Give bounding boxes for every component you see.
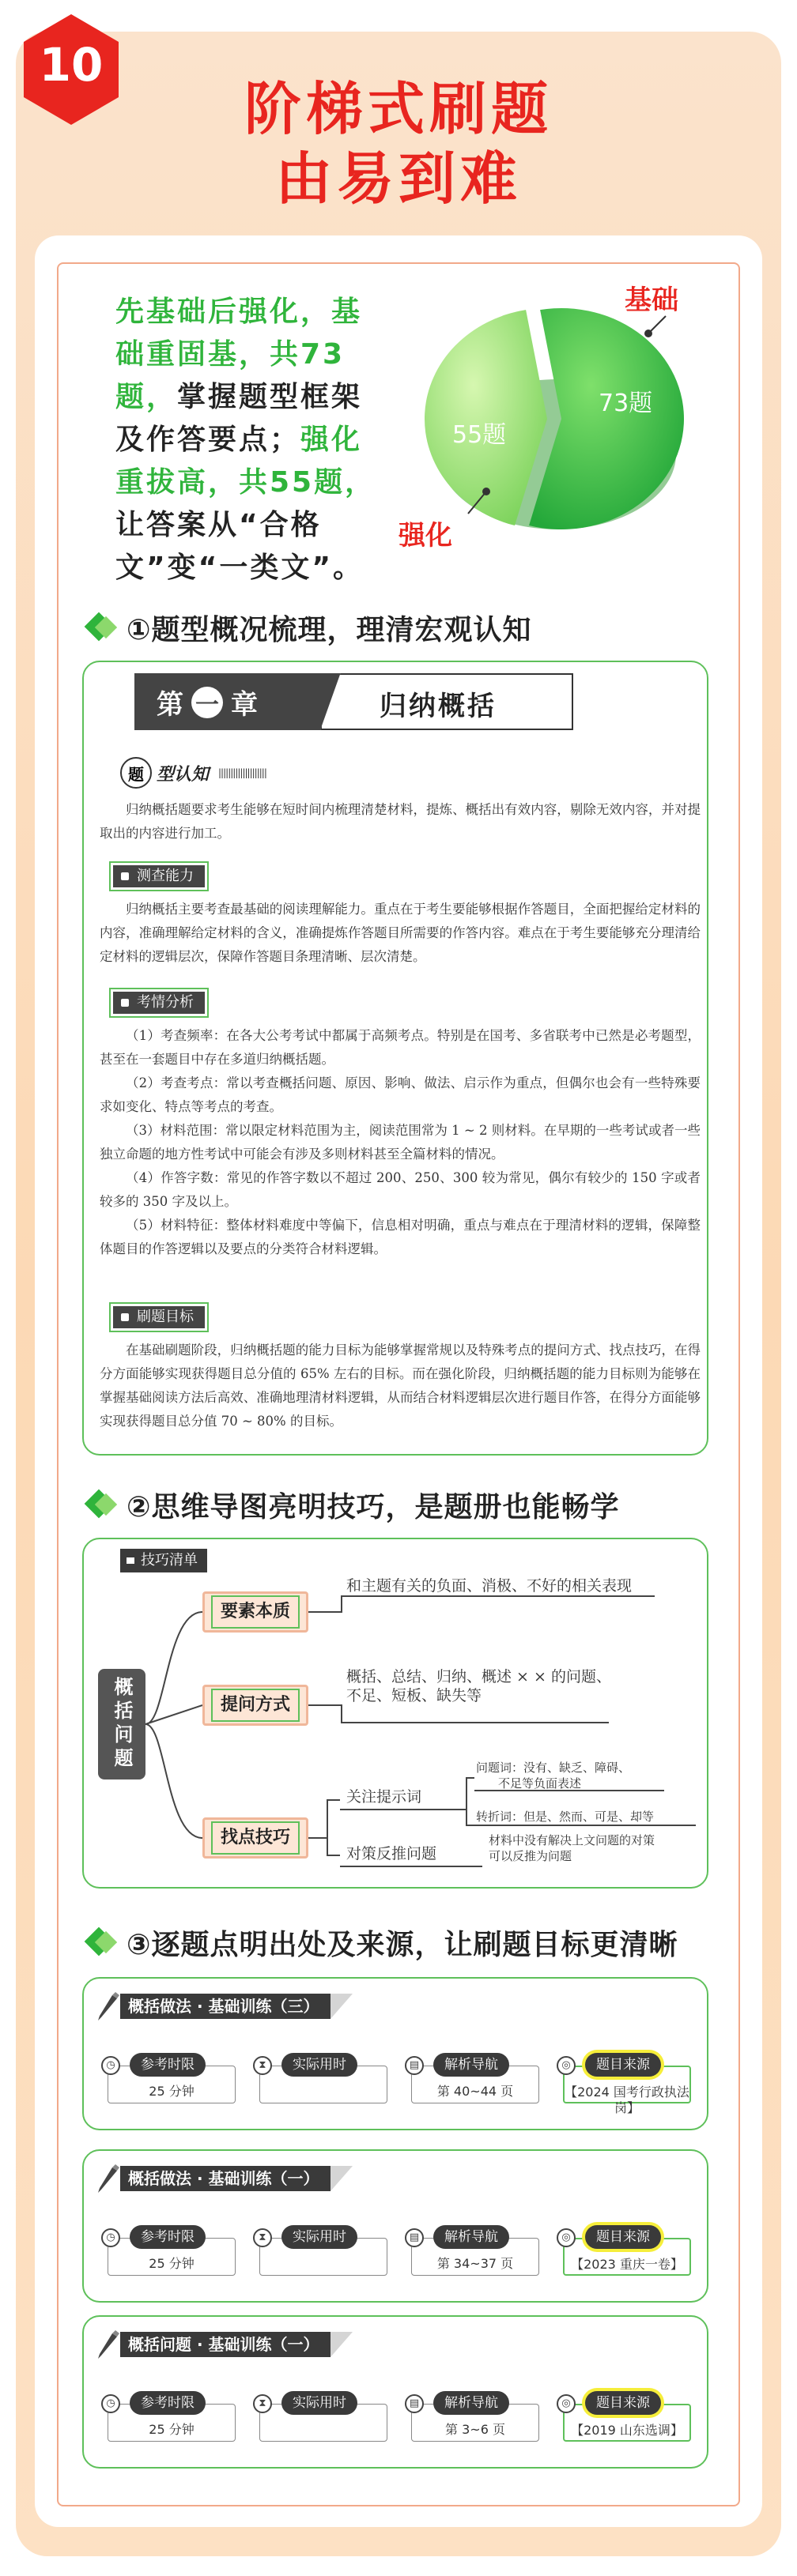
actual-time-label: 实际用时 (281, 2225, 357, 2249)
mindmap-root: 概括问题 (98, 1669, 145, 1779)
actual-time-label: 实际用时 (281, 2391, 357, 2415)
intro-part-4: 让答案从“合格文”变“一类文”。 (115, 509, 364, 584)
diamond-icon (82, 1487, 117, 1522)
ref-time-label: 参考时限 (130, 2053, 206, 2077)
ref-time-value: 25 分钟 (108, 2066, 236, 2103)
mindmap-reverse-detail-2: 可以反推为问题 (489, 1849, 572, 1863)
guide-cell (405, 2391, 539, 2442)
hourglass-icon: ⧗ (253, 2394, 272, 2413)
tag-exam-analysis: 考情分析 (109, 988, 209, 1018)
chapter-num: 一 (191, 687, 223, 718)
intro-part-3: 强化重拔高，共55题， (115, 424, 376, 499)
clock-icon: ◷ (101, 2056, 120, 2075)
section-heading-1 (82, 605, 531, 650)
diamond-icon (82, 610, 117, 645)
pie-value-base: 73题 (599, 390, 653, 417)
ref-time-label: 参考时限 (130, 2391, 206, 2415)
training-card-header (95, 1990, 353, 2023)
mindmap-node-question: 提问方式 (202, 1685, 308, 1726)
mindmap-node-essence: 要素本质 (202, 1591, 308, 1633)
hourglass-icon: ⧗ (253, 2056, 272, 2075)
pie-label-base: 基础 (625, 284, 678, 316)
question-icon: 题 (120, 757, 152, 789)
mindmap-essence-text: 和主题有关的负面、消极、不好的相关表现 (346, 1577, 633, 1595)
guide-value: 第 3~6 页 (411, 2404, 539, 2442)
diamond-icon (82, 1925, 117, 1960)
ref-time-label: 参考时限 (130, 2225, 206, 2249)
book-icon: ▤ (405, 2394, 424, 2413)
guide-value: 第 34~37 页 (411, 2238, 539, 2276)
chapter-name: 归纳概括 (380, 691, 497, 722)
source-cell (557, 2391, 691, 2442)
intro-part-2: 掌握题型框架及作答要点； (115, 381, 363, 456)
ref-time-cell (101, 2225, 236, 2276)
chapter-banner (134, 673, 577, 730)
target-icon: ◎ (557, 2394, 576, 2413)
doc-item-5: （5）材料特征：整体材料难度中等偏下，信息相对明确，重点与难点在于理清材料的逻辑，保障整体题目的作答逻辑以及要点的分类符合材料逻辑。 (100, 1218, 701, 1256)
pie-chart (411, 284, 696, 553)
actual-time-cell (253, 2391, 387, 2442)
mindmap-problem-words-2: 不足等负面表述 (498, 1776, 582, 1791)
section-heading-3 (82, 1920, 678, 1964)
book-icon: ▤ (405, 2228, 424, 2247)
doc-items (100, 1024, 701, 1261)
training-card-header (95, 2162, 353, 2195)
training-card-title: 概括做法 · 基础训练（一） (120, 2166, 331, 2191)
chapter-number (157, 683, 258, 721)
training-card (82, 1977, 708, 2130)
pie-value-strong: 55题 (452, 421, 507, 449)
book-icon: ▤ (405, 2056, 424, 2075)
mindmap-tag: 技巧清单 (120, 1549, 207, 1572)
training-card (82, 2315, 708, 2469)
page-title-line2: 由易到难 (274, 145, 522, 212)
doc-paragraph-3: 在基础刷题阶段，归纳概括题的能力目标为能够掌握常规以及特殊考点的提问方式、找点技巧，在得分方面能够实现获得题目总分值的 65% 左右的目标。而在强化阶段，归纳概括题的能力目标则为能够在掌握基础阅读方法后高效、准确地理清材料逻辑，从而结合材料逻辑层次进行题目作答，在得分方面能够实现获得题目总分值 70 ~ 80% 的目标。 (100, 1343, 701, 1429)
source-value: 【2019 山东选调】 (563, 2404, 691, 2442)
tag-ability: 测查能力 (109, 861, 209, 891)
training-card (82, 2149, 708, 2303)
chapter-suffix: 章 (231, 689, 258, 721)
source-label: 题目来源 (585, 2391, 661, 2415)
pen-icon (95, 2163, 120, 2194)
source-value: 【2024 国考行政执法岗】 (563, 2066, 691, 2103)
section-title-2: ②思维导图亮明技巧，是题册也能畅学 (127, 1490, 620, 1523)
ref-time-value: 25 分钟 (108, 2404, 236, 2442)
actual-time-cell (253, 2225, 387, 2276)
guide-label: 解析导航 (433, 2225, 509, 2249)
intro-text (115, 291, 392, 589)
doc-item-1: （1）考查频率：在各大公考考试中都属于高频考点。特别是在国考、多省联考中已然是必考题型，甚至在一套题目中存在多道归纳概括题。 (100, 1028, 701, 1067)
mindmap-hint-words: 关注提示词 (346, 1788, 422, 1806)
subheading-text: 型认知 (157, 764, 210, 785)
guide-label: 解析导航 (433, 2053, 509, 2077)
section-title-3: ③逐题点明出处及来源，让刷题目标更清晰 (127, 1928, 678, 1961)
guide-cell (405, 2225, 539, 2276)
type-recognition-heading (120, 757, 266, 789)
section-heading-2 (82, 1482, 619, 1527)
doc-item-4: （4）作答字数：常见的作答字数以不超过 200、250、300 较为常见，偶尔有较少的 150 字或者较多的 350 字及以上。 (100, 1170, 701, 1209)
guide-label: 解析导航 (433, 2391, 509, 2415)
ref-time-cell (101, 2391, 236, 2442)
doc-paragraph-1: 归纳概括题要求考生能够在短时间内梳理清楚材料，提炼、概括出有效内容，剔除无效内容，并对提取出的内容进行加工。 (100, 802, 701, 841)
source-cell (557, 2053, 691, 2115)
source-label: 题目来源 (585, 2225, 661, 2249)
source-label: 题目来源 (585, 2053, 661, 2077)
training-card-header (95, 2328, 353, 2361)
page-title-line1: 阶梯式刷题 (244, 76, 553, 142)
mindmap-turn-words: 转折词：但是、然而、可是、却等 (476, 1810, 655, 1824)
doc-item-2: （2）考查考点：常以考查概括问题、原因、影响、做法、启示作为重点，但偶尔也会有一些特殊要求如变化、特点等考点的考查。 (100, 1075, 701, 1114)
pen-icon (95, 2329, 120, 2360)
mindmap-node-find-points: 找点技巧 (202, 1817, 308, 1859)
clock-icon: ◷ (101, 2394, 120, 2413)
training-card-title: 概括做法 · 基础训练（三） (120, 1994, 331, 2019)
mindmap-question-text-2: 不足、短板、缺失等 (346, 1687, 482, 1704)
target-icon: ◎ (557, 2056, 576, 2075)
intro-part-1: 先基础后强化，基础重固基，共73题， (115, 296, 363, 413)
tag-goal: 刷题目标 (109, 1302, 209, 1332)
clock-icon: ◷ (101, 2228, 120, 2247)
mindmap-problem-words-1: 问题词：没有、缺乏、障碍、 (476, 1761, 631, 1775)
mindmap-reverse: 对策反推问题 (346, 1845, 437, 1862)
guide-cell (405, 2053, 539, 2103)
chapter-prefix: 第 (157, 689, 183, 721)
training-card-title: 概括问题 · 基础训练（一） (120, 2332, 331, 2357)
doc-item-3: （3）材料范围：常以限定材料范围为主，阅读范围常为 1 ~ 2 则材料。在早期的一些考试或者一些独立命题的地方性考试中可能会有涉及多则材料甚至全篇材料的情况。 (100, 1123, 701, 1162)
actual-time-label: 实际用时 (281, 2053, 357, 2077)
target-icon: ◎ (557, 2228, 576, 2247)
source-cell (557, 2225, 691, 2276)
mindmap-reverse-detail-1: 材料中没有解决上文问题的对策 (489, 1833, 655, 1847)
hourglass-icon: ⧗ (253, 2228, 272, 2247)
section-title-1: ①题型概况梳理，理清宏观认知 (127, 613, 532, 646)
mindmap-question-text-1: 概括、总结、归纳、概述 × × 的问题、 (346, 1668, 611, 1685)
actual-time-cell (253, 2053, 387, 2103)
ref-time-value: 25 分钟 (108, 2238, 236, 2276)
pie-label-strong: 强化 (398, 520, 452, 552)
subheading-decoration: |||||||||||||||||||| (218, 767, 266, 778)
ref-time-cell (101, 2053, 236, 2103)
pen-icon (95, 1990, 120, 2022)
number-badge: 10 (39, 38, 104, 92)
source-value: 【2023 重庆一卷】 (563, 2238, 691, 2276)
guide-value: 第 40~44 页 (411, 2066, 539, 2103)
doc-paragraph-2: 归纳概括主要考查最基础的阅读理解能力。重点在于考生要能够根据作答题目，全面把握给定材料的内容，准确理解给定材料的含义，准确提炼作答题目所需要的作答内容。难点在于考生要能够充分理清给定材料的逻辑层次，保障作答题目条理清晰、层次清楚。 (100, 902, 701, 964)
